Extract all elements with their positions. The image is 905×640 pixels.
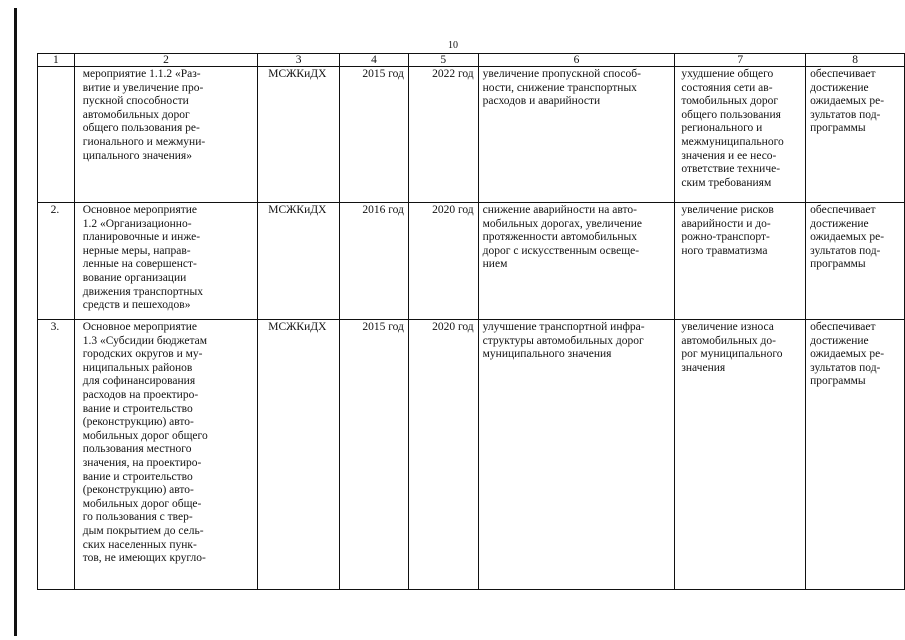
text-line: ожидаемых ре- [810,348,885,361]
column-header: 3 [258,54,340,67]
end-year-cell: 2020 год [408,203,478,320]
text-line: протяженности автомобильных [482,231,638,244]
text-line: значения, на проектиро- [82,456,202,469]
text-line: обеспечивает [810,204,876,216]
text-line: обеспечивает [810,321,876,333]
text-line: состояния сети ав- [681,81,773,94]
column-header: 6 [478,54,675,67]
row-number-cell [38,67,75,203]
text-line: программы [810,122,866,135]
text-line: 1.2 «Организационно- [82,217,192,230]
expected-result-cell [478,203,675,320]
text-line: витие и увеличение про- [82,81,204,94]
text-line: увеличение износа [681,321,774,333]
text-line: мобильных дорог обще- [82,497,202,510]
text-line: программы [810,375,866,388]
consequences-cell [675,203,806,320]
text-line: муниципального значения [482,348,612,361]
indicator-link-cell [806,320,905,590]
page-number: 10 [448,40,458,51]
start-year-cell: 2016 год [340,203,409,320]
text-line: средств и пешеходов» [82,299,191,312]
text-line: ленные на совершенст- [82,258,197,271]
text-line: городских округов и му- [82,348,203,361]
text-line: планировочные и инже- [82,231,201,244]
executor-cell: МСЖКиДХ [258,320,340,590]
text-line: обеспечивает [810,68,876,80]
text-line: томобильных дорог [681,95,779,108]
text-line: регионального и [681,122,763,135]
text-line: для софинансирования [82,375,196,388]
column-header: 8 [806,54,905,67]
text-line: расходов и аварийности [482,95,601,108]
text-line: (реконструкцию) авто- [82,416,194,429]
indicator-link-cell [806,67,905,203]
text-line: автомобильных дорог [82,108,190,121]
text-line: достижение [810,81,869,94]
text-line: снижение аварийности на авто- [482,204,637,216]
text-line: нерные меры, направ- [82,244,191,257]
text-line: тов, не имеющих кругло- [82,552,206,565]
text-line: ного травматизма [681,244,768,257]
text-line: Основное мероприятие [82,204,198,216]
row-number-cell: 3. [38,320,75,590]
text-line: пользования местного [82,443,192,456]
text-line: ности, снижение транспортных [482,81,637,94]
text-line: ответствие техниче- [681,163,781,176]
text-line: ципального значения» [82,149,192,162]
end-year-cell: 2020 год [408,320,478,590]
text-line: движения транспортных [82,285,203,298]
executor-cell: МСЖКиДХ [258,67,340,203]
table-row [38,320,905,590]
text-line: (реконструкцию) авто- [82,484,194,497]
text-line: дорог с искусственным освеще- [482,244,640,257]
text-line: Основное мероприятие [82,321,198,333]
text-line: мобильных дорогах, увеличение [482,217,643,230]
event-name-cell [74,67,257,203]
text-line: увеличение пропускной способ- [482,68,641,80]
text-line: мероприятие 1.1.2 «Раз- [82,68,201,80]
text-line: ожидаемых ре- [810,95,885,108]
text-line: мобильных дорог общего [82,429,208,442]
text-line: улучшение транспортной инфра- [482,321,645,333]
text-line: вание и строительство [82,470,193,483]
indicator-link-cell [806,203,905,320]
text-line: гионального и межмуни- [82,135,206,148]
text-line: аварийности и до- [681,217,771,230]
consequences-cell [675,67,806,203]
text-line: пускной способности [82,95,189,108]
page-edge-bar [14,8,17,636]
column-header: 4 [340,54,409,67]
row-number-cell: 2. [38,203,75,320]
text-line: автомобильных до- [681,334,776,347]
column-header: 5 [408,54,478,67]
text-line: значения [681,361,726,374]
event-name-cell [74,203,257,320]
text-line: достижение [810,334,869,347]
text-line: дым покрытием до сель- [82,524,204,537]
text-line: зультатов под- [810,108,881,121]
text-line: общего пользования [681,108,781,121]
start-year-cell: 2015 год [340,67,409,203]
table-header-row [38,54,905,67]
column-header: 7 [675,54,806,67]
text-line: межмуниципального [681,135,784,148]
column-header: 1 [38,54,75,67]
start-year-cell: 2015 год [340,320,409,590]
table-row [38,67,905,203]
table-row [38,203,905,320]
text-line: ских населенных пунк- [82,538,197,551]
text-line: зультатов под- [810,361,881,374]
text-line: достижение [810,217,869,230]
expected-result-cell [478,67,675,203]
text-line: вание и строительство [82,402,193,415]
text-line: общего пользования ре- [82,122,200,135]
text-line: рог муниципального [681,348,783,361]
text-line: расходов на проектиро- [82,388,199,401]
text-line: значения и ее несо- [681,149,777,162]
text-line: увеличение рисков [681,204,774,216]
executor-cell: МСЖКиДХ [258,203,340,320]
program-measures-table [37,53,905,590]
text-line: го пользования с твер- [82,511,193,524]
text-line: рожно-транспорт- [681,231,770,244]
column-header: 2 [74,54,257,67]
text-line: программы [810,258,866,271]
text-line: 1.3 «Субсидии бюджетам [82,334,208,347]
text-line: нием [482,258,508,271]
text-line: ухудшение общего [681,68,774,80]
text-line: ским требованиям [681,176,772,189]
text-line: ниципальных районов [82,361,193,374]
end-year-cell: 2022 год [408,67,478,203]
text-line: вование организации [82,271,187,284]
expected-result-cell [478,320,675,590]
text-line: структуры автомобильных дорог [482,334,644,347]
text-line: зультатов под- [810,244,881,257]
text-line: ожидаемых ре- [810,231,885,244]
consequences-cell [675,320,806,590]
event-name-cell [74,320,257,590]
